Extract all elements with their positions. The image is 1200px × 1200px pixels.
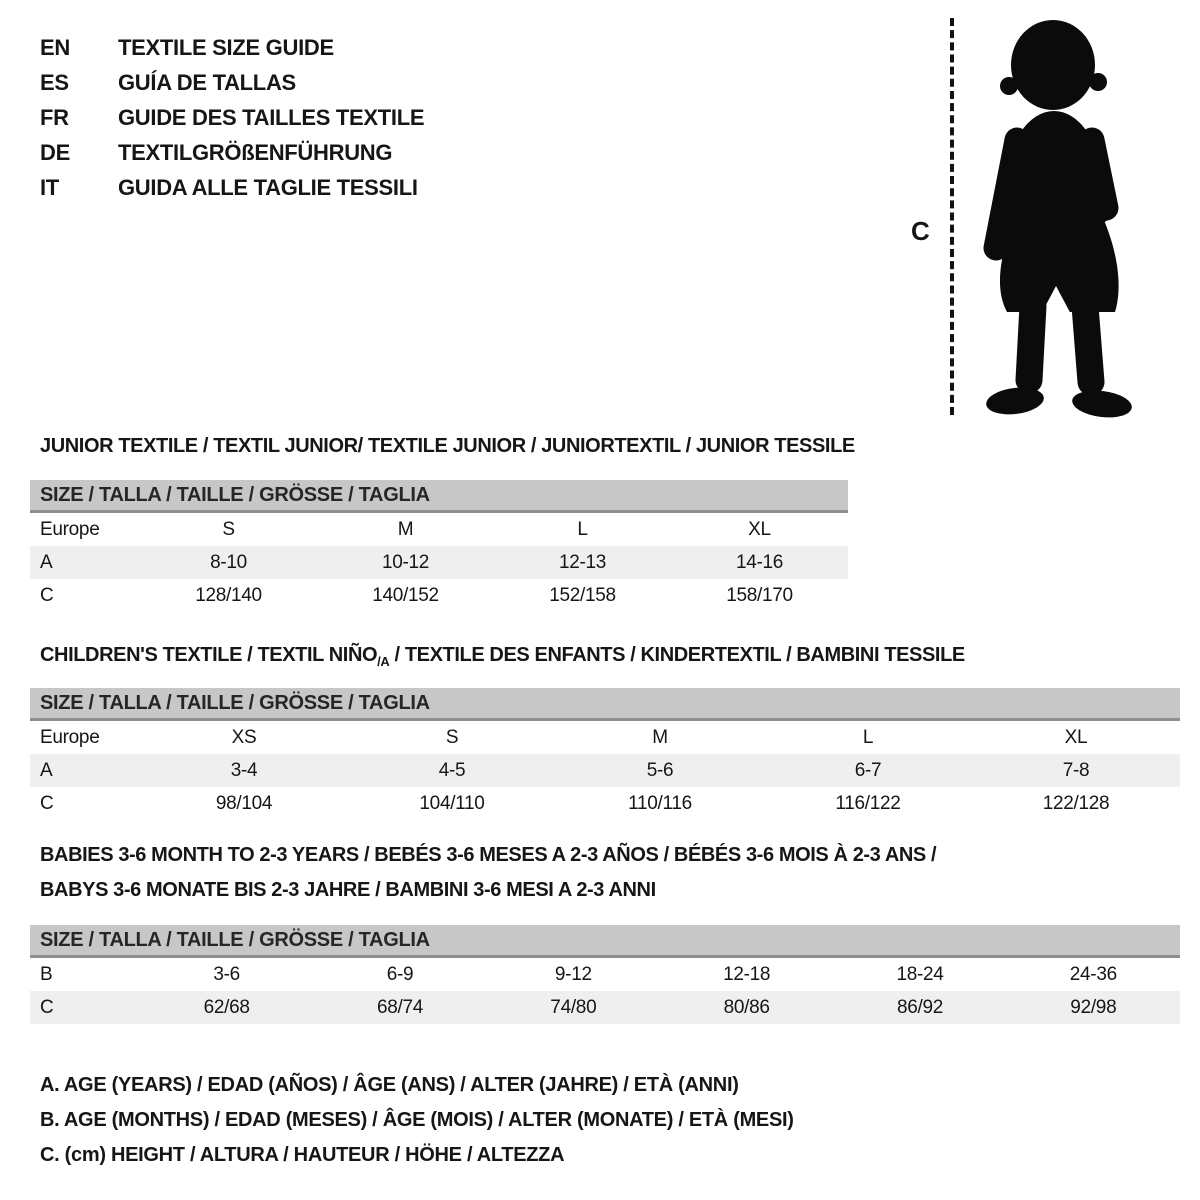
size-value: 92/98 bbox=[1070, 996, 1117, 1018]
height-measure-label: C bbox=[911, 216, 930, 246]
size-value: 6-7 bbox=[854, 759, 882, 781]
size-value: 3-4 bbox=[230, 759, 258, 781]
size-value: XL bbox=[1064, 726, 1088, 748]
size-value: L bbox=[862, 726, 874, 748]
language-code: FR bbox=[40, 104, 69, 130]
size-value: 8-10 bbox=[210, 551, 247, 573]
size-value: XS bbox=[231, 726, 257, 748]
row-label: C bbox=[40, 584, 54, 606]
language-code: EN bbox=[40, 34, 70, 60]
size-value: 7-8 bbox=[1062, 759, 1090, 781]
size-value: 14-16 bbox=[735, 551, 784, 573]
size-value: 152/158 bbox=[549, 584, 616, 606]
row-label: C bbox=[40, 996, 54, 1018]
legend-line-a: A. AGE (YEARS) / EDAD (AÑOS) / ÂGE (ANS) / ALTER (JAHRE) / ETÀ (ANNI) bbox=[40, 1074, 739, 1096]
size-header-bar: SIZE / TALLA / TAILLE / GRÖSSE / TAGLIA bbox=[30, 688, 1180, 721]
measurement-figure bbox=[905, 18, 1165, 422]
table-body bbox=[30, 513, 848, 612]
size-value: 104/110 bbox=[419, 792, 485, 814]
size-value: L bbox=[577, 518, 588, 540]
children-section-title bbox=[40, 644, 965, 669]
toddler-silhouette-icon bbox=[965, 18, 1143, 418]
table-row bbox=[30, 579, 848, 612]
children-size-table bbox=[30, 688, 1180, 820]
table-row bbox=[30, 958, 1180, 991]
size-value: 122/128 bbox=[1042, 792, 1110, 814]
size-value: 68/74 bbox=[376, 996, 424, 1018]
row-label: A bbox=[40, 759, 53, 781]
size-value: S bbox=[222, 518, 235, 540]
junior-size-table bbox=[30, 480, 848, 612]
size-value: 98/104 bbox=[215, 792, 273, 814]
table-row bbox=[30, 721, 1180, 754]
language-code: ES bbox=[40, 69, 69, 95]
guide-title: TEXTILE SIZE GUIDE bbox=[118, 34, 334, 60]
size-value: 10-12 bbox=[381, 551, 430, 573]
size-header-bar: SIZE / TALLA / TAILLE / GRÖSSE / TAGLIA bbox=[30, 925, 1180, 958]
language-code: DE bbox=[40, 139, 70, 165]
legend-line-b: B. AGE (MONTHS) / EDAD (MESES) / ÂGE (MOIS) / ALTER (MONATE) / ETÀ (MESI) bbox=[40, 1109, 794, 1131]
size-value: 12-13 bbox=[558, 551, 607, 573]
guide-title: GUÍA DE TALLAS bbox=[118, 69, 296, 95]
row-label: Europe bbox=[40, 726, 100, 748]
size-value: 158/170 bbox=[726, 584, 793, 606]
size-value: 12-18 bbox=[723, 963, 771, 985]
size-value: 62/68 bbox=[203, 996, 250, 1018]
row-label: Europe bbox=[40, 518, 100, 540]
size-value: 6-9 bbox=[386, 963, 414, 985]
list-item bbox=[40, 135, 424, 170]
size-value: S bbox=[445, 726, 459, 748]
table-body bbox=[30, 721, 1180, 820]
table-row bbox=[30, 546, 848, 579]
guide-title: GUIDE DES TAILLES TEXTILE bbox=[118, 104, 425, 130]
size-value: 4-5 bbox=[438, 759, 466, 781]
size-value: 9-12 bbox=[554, 963, 592, 985]
row-label: A bbox=[40, 551, 53, 573]
size-value: 24-36 bbox=[1069, 963, 1117, 985]
size-value: 18-24 bbox=[896, 963, 944, 985]
table-row bbox=[30, 787, 1180, 820]
list-item bbox=[40, 170, 424, 205]
babies-section-title-line1: BABIES 3-6 MONTH TO 2-3 YEARS / BEBÉS 3-6 MESES A 2-3 AÑOS / BÉBÉS 3-6 MOIS À 2-3 ANS / bbox=[40, 844, 937, 866]
list-item bbox=[40, 30, 424, 65]
row-label: C bbox=[40, 792, 54, 814]
size-value: 116/122 bbox=[835, 792, 901, 814]
size-value: XL bbox=[748, 518, 771, 540]
size-value: 86/92 bbox=[896, 996, 944, 1018]
language-title-list bbox=[40, 30, 424, 205]
table-row bbox=[30, 991, 1180, 1024]
size-value: M bbox=[652, 726, 668, 748]
size-value: M bbox=[397, 518, 414, 540]
size-value: 128/140 bbox=[195, 584, 262, 606]
children-title-subscript: /A bbox=[377, 654, 390, 669]
size-value: 74/80 bbox=[550, 996, 597, 1018]
size-value: 3-6 bbox=[213, 963, 240, 985]
babies-size-table bbox=[30, 925, 1180, 1024]
guide-title: GUIDA ALLE TAGLIE TESSILI bbox=[118, 174, 418, 200]
row-label: B bbox=[40, 963, 53, 985]
babies-section-title-line2: BABYS 3-6 MONATE BIS 2-3 JAHRE / BAMBINI 3-6 MESI A 2-3 ANNI bbox=[40, 879, 656, 901]
children-title-text: CHILDREN'S TEXTILE / TEXTIL NIÑO bbox=[40, 644, 378, 666]
size-value: 140/152 bbox=[372, 584, 439, 606]
size-header-bar: SIZE / TALLA / TAILLE / GRÖSSE / TAGLIA bbox=[30, 480, 848, 513]
size-value: 5-6 bbox=[646, 759, 674, 781]
legend-line-c: C. (cm) HEIGHT / ALTURA / HAUTEUR / HÖHE / ALTEZZA bbox=[40, 1144, 565, 1166]
height-measure-dashed-line bbox=[950, 18, 954, 415]
list-item bbox=[40, 65, 424, 100]
size-value: 110/116 bbox=[628, 792, 692, 814]
list-item bbox=[40, 100, 424, 135]
junior-section-title: JUNIOR TEXTILE / TEXTIL JUNIOR/ TEXTILE JUNIOR / JUNIORTEXTIL / JUNIOR TESSILE bbox=[40, 435, 855, 457]
children-title-text: / TEXTILE DES ENFANTS / KINDERTEXTIL / BAMBINI TESSILE bbox=[389, 644, 965, 666]
table-body bbox=[30, 958, 1180, 1024]
table-row bbox=[30, 513, 848, 546]
size-value: 80/86 bbox=[723, 996, 770, 1018]
table-row bbox=[30, 754, 1180, 787]
language-code: IT bbox=[40, 174, 59, 200]
guide-title: TEXTILGRÖßENFÜHRUNG bbox=[118, 139, 393, 165]
